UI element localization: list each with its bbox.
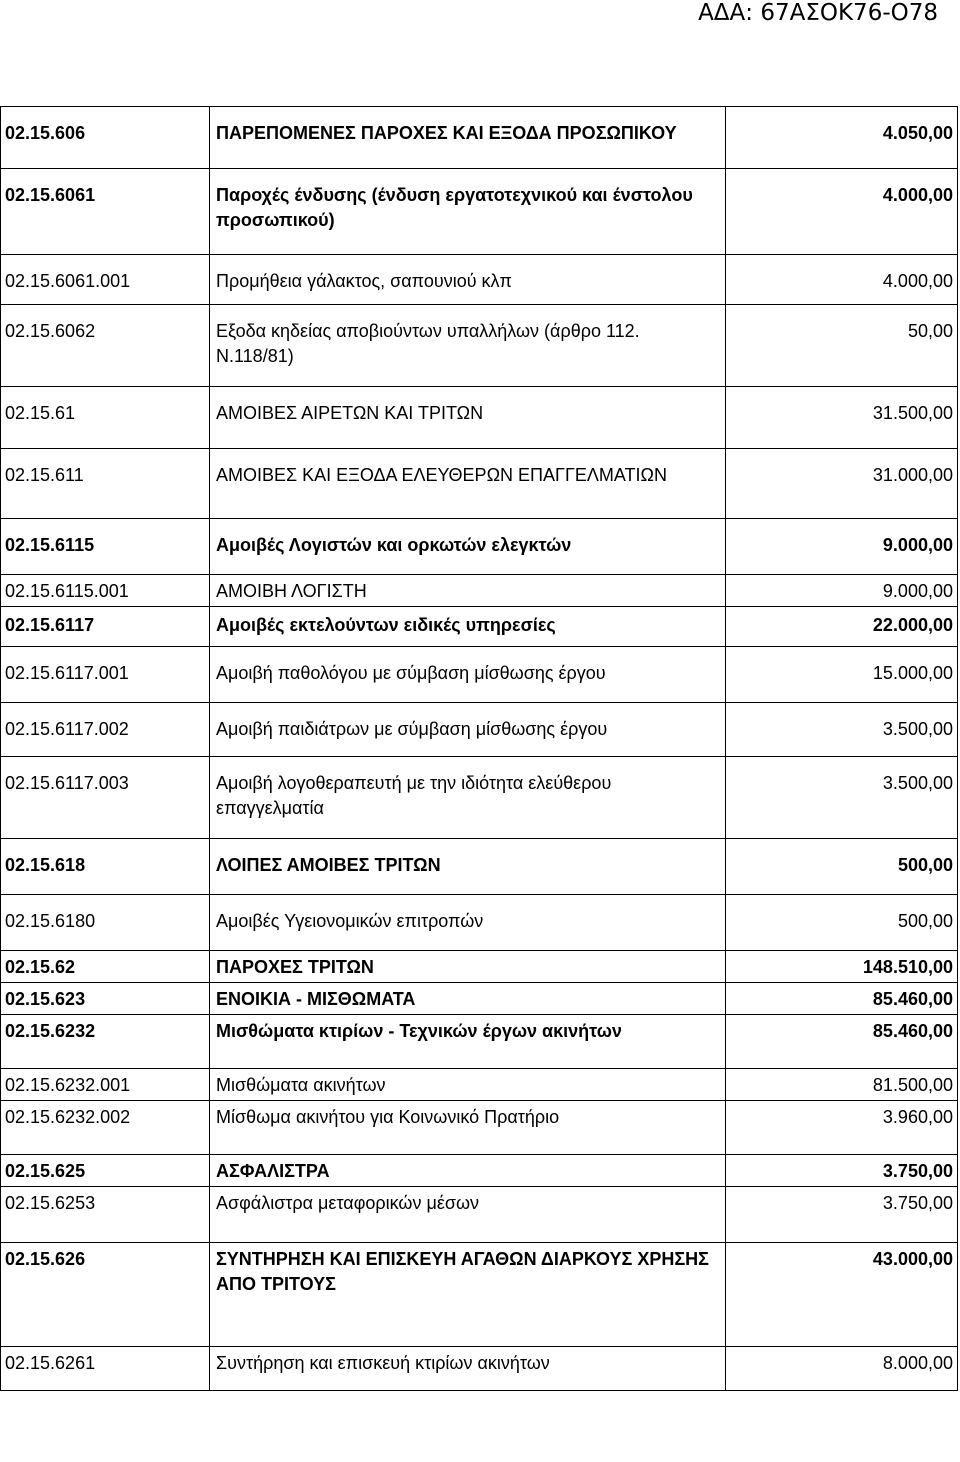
account-code: 02.15.6253 <box>1 1187 210 1243</box>
account-description: Αμοιβή λογοθεραπευτή με την ιδιότητα ελεύθερου επαγγελματία <box>210 757 726 839</box>
account-amount: 3.960,00 <box>726 1101 958 1155</box>
account-amount: 81.500,00 <box>726 1069 958 1101</box>
account-description: Εξοδα κηδείας αποβιούντων υπαλλήλων (άρθρο 112. Ν.118/81) <box>210 305 726 387</box>
table-row <box>1 1155 958 1187</box>
table-row <box>1 1243 958 1347</box>
account-code: 02.15.606 <box>1 107 210 169</box>
table-row <box>1 387 958 449</box>
table-row <box>1 757 958 839</box>
account-code: 02.15.6062 <box>1 305 210 387</box>
table-row <box>1 1187 958 1243</box>
account-code: 02.15.61 <box>1 387 210 449</box>
table-row <box>1 895 958 951</box>
account-description: Αμοιβή παθολόγου με σύμβαση μίσθωσης έργου <box>210 647 726 703</box>
account-description: ΑΜΟΙΒΗ ΛΟΓΙΣΤΗ <box>210 575 726 607</box>
account-amount: 4.000,00 <box>726 169 958 255</box>
table-row <box>1 647 958 703</box>
account-description: Προμήθεια γάλακτος, σαπουνιού κλπ <box>210 255 726 305</box>
account-code: 02.15.6232.001 <box>1 1069 210 1101</box>
account-code: 02.15.6180 <box>1 895 210 951</box>
table-row <box>1 1101 958 1155</box>
account-code: 02.15.6117 <box>1 607 210 647</box>
budget-table <box>0 106 958 1391</box>
account-description: Ασφάλιστρα μεταφορικών μέσων <box>210 1187 726 1243</box>
table-row <box>1 519 958 575</box>
account-code: 02.15.625 <box>1 1155 210 1187</box>
table-row <box>1 607 958 647</box>
table-row <box>1 983 958 1015</box>
account-code: 02.15.6232.002 <box>1 1101 210 1155</box>
account-description: Μισθώματα ακινήτων <box>210 1069 726 1101</box>
account-code: 02.15.6117.001 <box>1 647 210 703</box>
table-row <box>1 1069 958 1101</box>
account-amount: 3.500,00 <box>726 757 958 839</box>
account-amount: 148.510,00 <box>726 951 958 983</box>
account-amount: 4.000,00 <box>726 255 958 305</box>
account-description: ΑΜΟΙΒΕΣ ΚΑΙ ΕΞΟΔΑ ΕΛΕΥΘΕΡΩΝ ΕΠΑΓΓΕΛΜΑΤΙΩΝ <box>210 449 726 519</box>
account-amount: 500,00 <box>726 895 958 951</box>
account-amount: 4.050,00 <box>726 107 958 169</box>
account-code: 02.15.6061.001 <box>1 255 210 305</box>
account-description: Συντήρηση και επισκευή κτιρίων ακινήτων <box>210 1347 726 1391</box>
account-description: ΕΝΟΙΚΙΑ - ΜΙΣΘΩΜΑΤΑ <box>210 983 726 1015</box>
account-description: ΣΥΝΤΗΡΗΣΗ ΚΑΙ ΕΠΙΣΚΕΥΗ ΑΓΑΘΩΝ ΔΙΑΡΚΟΥΣ ΧΡΗΣΗΣ ΑΠΟ ΤΡΙΤΟΥΣ <box>210 1243 726 1347</box>
table-row <box>1 839 958 895</box>
account-amount: 9.000,00 <box>726 519 958 575</box>
account-code: 02.15.611 <box>1 449 210 519</box>
account-code: 02.15.6232 <box>1 1015 210 1069</box>
account-description: Αμοιβές Λογιστών και ορκωτών ελεγκτών <box>210 519 726 575</box>
account-amount: 15.000,00 <box>726 647 958 703</box>
account-amount: 3.500,00 <box>726 703 958 757</box>
account-code: 02.15.6061 <box>1 169 210 255</box>
account-code: 02.15.6117.002 <box>1 703 210 757</box>
table-row <box>1 951 958 983</box>
table-row <box>1 107 958 169</box>
ada-header: ΑΔΑ: 67ΑΣΟΚ76-Ο78 <box>698 0 938 26</box>
account-amount: 31.000,00 <box>726 449 958 519</box>
table-row <box>1 1347 958 1391</box>
account-description: Αμοιβές Υγειονομικών επιτροπών <box>210 895 726 951</box>
account-code: 02.15.618 <box>1 839 210 895</box>
account-description: ΑΜΟΙΒΕΣ ΑΙΡΕΤΩΝ ΚΑΙ ΤΡΙΤΩΝ <box>210 387 726 449</box>
account-code: 02.15.6261 <box>1 1347 210 1391</box>
account-description: Μισθώματα κτιρίων - Τεχνικών έργων ακινήτων <box>210 1015 726 1069</box>
account-amount: 85.460,00 <box>726 983 958 1015</box>
account-amount: 22.000,00 <box>726 607 958 647</box>
account-description: ΠΑΡΕΠΟΜΕΝΕΣ ΠΑΡΟΧΕΣ ΚΑΙ ΕΞΟΔΑ ΠΡΟΣΩΠΙΚΟΥ <box>210 107 726 169</box>
account-amount: 43.000,00 <box>726 1243 958 1347</box>
account-amount: 500,00 <box>726 839 958 895</box>
account-amount: 8.000,00 <box>726 1347 958 1391</box>
account-amount: 9.000,00 <box>726 575 958 607</box>
account-amount: 3.750,00 <box>726 1187 958 1243</box>
account-description: Μίσθωμα ακινήτου για Κοινωνικό Πρατήριο <box>210 1101 726 1155</box>
table-row <box>1 703 958 757</box>
table-row <box>1 575 958 607</box>
account-description: ΑΣΦΑΛΙΣΤΡΑ <box>210 1155 726 1187</box>
account-code: 02.15.626 <box>1 1243 210 1347</box>
table-row <box>1 305 958 387</box>
account-amount: 85.460,00 <box>726 1015 958 1069</box>
account-amount: 31.500,00 <box>726 387 958 449</box>
account-amount: 3.750,00 <box>726 1155 958 1187</box>
account-amount: 50,00 <box>726 305 958 387</box>
account-description: ΠΑΡΟΧΕΣ ΤΡΙΤΩΝ <box>210 951 726 983</box>
account-description: Αμοιβή παιδιάτρων με σύμβαση μίσθωσης έργου <box>210 703 726 757</box>
account-code: 02.15.6117.003 <box>1 757 210 839</box>
table-row <box>1 169 958 255</box>
account-description: ΛΟΙΠΕΣ ΑΜΟΙΒΕΣ ΤΡΙΤΩΝ <box>210 839 726 895</box>
table-row <box>1 1015 958 1069</box>
account-description: Αμοιβές εκτελούντων ειδικές υπηρεσίες <box>210 607 726 647</box>
account-code: 02.15.623 <box>1 983 210 1015</box>
account-code: 02.15.6115.001 <box>1 575 210 607</box>
account-code: 02.15.6115 <box>1 519 210 575</box>
account-description: Παροχές ένδυσης (ένδυση εργατοτεχνικού και ένστολου προσωπικού) <box>210 169 726 255</box>
account-code: 02.15.62 <box>1 951 210 983</box>
table-row <box>1 255 958 305</box>
table-row <box>1 449 958 519</box>
